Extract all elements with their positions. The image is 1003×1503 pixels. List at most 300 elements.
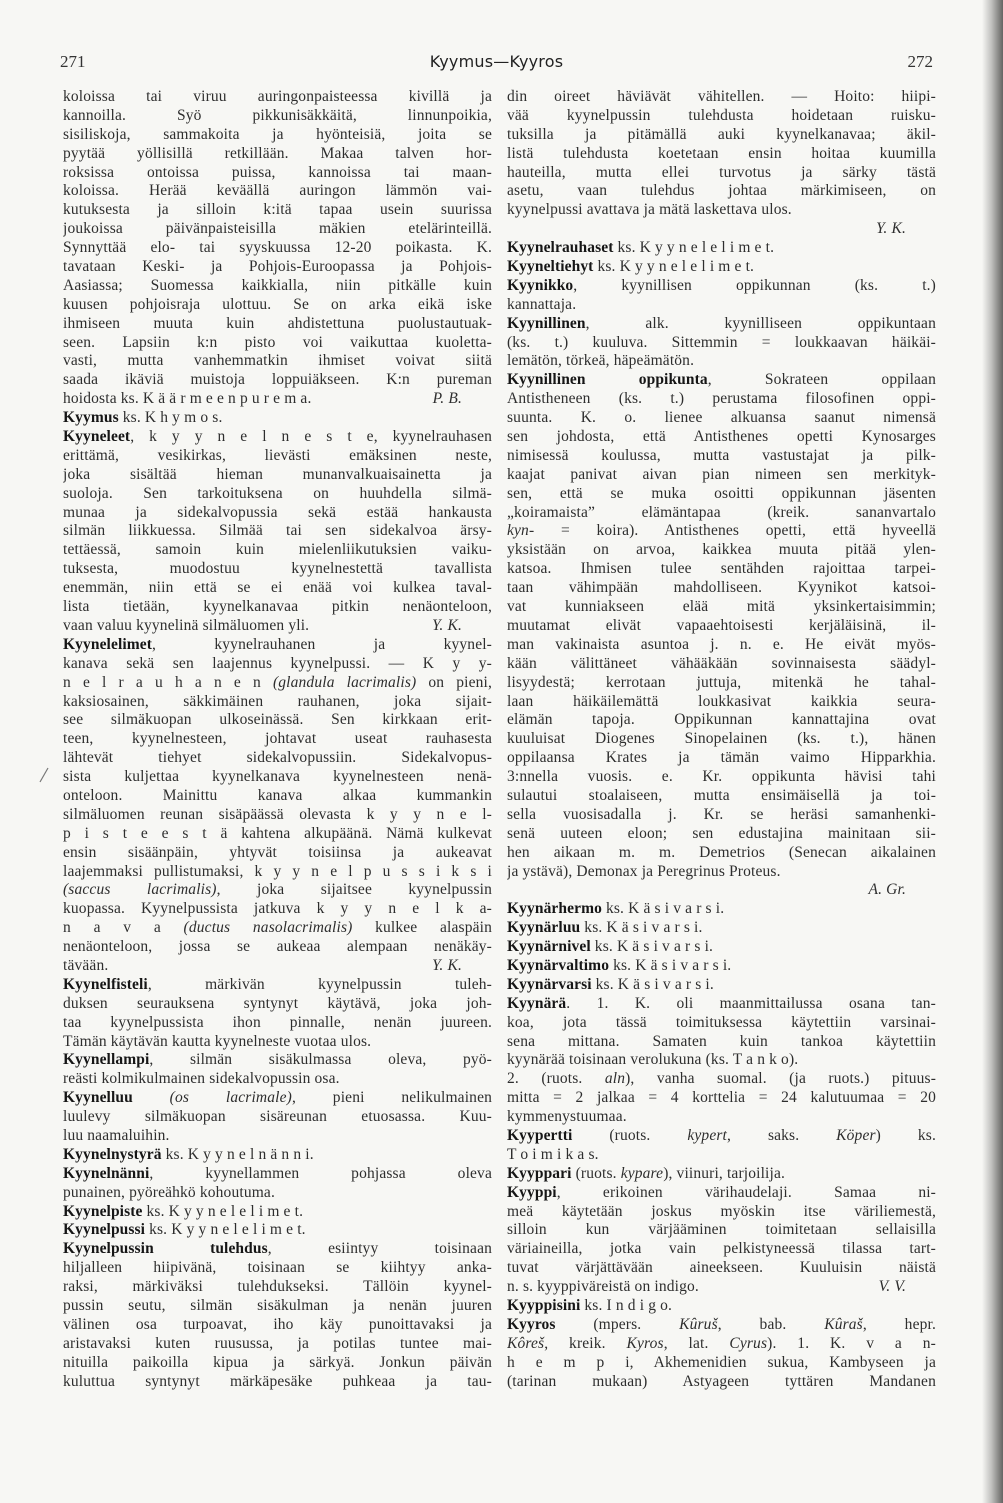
line-text: tavataan Keski- ja Pohjois-Euroopassa ja Pohjois- [63, 258, 492, 276]
text-line [507, 655, 936, 674]
line-text: see silmäkuopan ulkoseinässä. Sen kirkkaan erit- [63, 711, 492, 729]
text-line [507, 1221, 936, 1240]
line-text: punainen, pyöreähkö kohoutuma. [63, 1183, 275, 1201]
line-text: nituilla paikoilla kipua ja särkyä. Jonkun päivän [63, 1353, 492, 1371]
italic-term: (glandula lacrimalis) [272, 673, 417, 691]
headword: Kyynelfisteli [63, 975, 148, 993]
line-text: din oireet häviävät vähitellen. — Hoito: hiipi- [507, 88, 936, 105]
text-line [63, 863, 492, 882]
text-line [63, 995, 492, 1014]
headword: Kyypertti [507, 1126, 573, 1144]
text-line [63, 825, 492, 844]
text-line [507, 825, 936, 844]
text-line [507, 334, 936, 353]
line-text: sista kuljettaa kyynelkanava kyynelnesteen nenä- [63, 768, 492, 786]
line-text: joukoissa päivänpaisteisilla mäkien etelärinteillä. [63, 220, 492, 238]
text-line [63, 1089, 492, 1108]
text-line [63, 522, 492, 541]
page-number-right: 272 [907, 52, 933, 71]
line-text: luu naamaluihin. [63, 1126, 170, 1144]
text-line [507, 674, 936, 693]
line-text: kanava sekä sen laajennus kyynelpussi. — K y y- [63, 654, 492, 672]
text-line [63, 1051, 492, 1070]
line-text: suunta. K. o. lienee alkuansa saanut nimensä [507, 409, 936, 427]
line-text: Kyynärhermo ks. K ä s i v a r s i. [507, 900, 725, 918]
line-text: Kôreš, kreik. Kyros, lat. Cyrus). 1. K. v a n- [507, 1334, 936, 1352]
text-line [507, 485, 936, 504]
line-text: lista tietään, kyynelkanavaa pitkin nenäonteloon, [63, 598, 492, 616]
text-line [63, 1070, 492, 1089]
text-line [63, 674, 492, 693]
line-text: vasti, mutta vanhemmatkin ihmiset voivat siitä [63, 352, 492, 370]
text-line [63, 844, 492, 863]
text-line [63, 1335, 492, 1354]
line-text: Tämän käytävän kautta kyynelneste vuotaa ulos. [63, 1032, 372, 1050]
line-text: man vakinaista asuntoa j. n. e. He eivät myös- [507, 635, 936, 653]
text-line [63, 1259, 492, 1278]
text-line [63, 938, 492, 957]
text-line [507, 371, 936, 390]
line-text: kään välittäneet vähääkään sovinnaisesta säädyl- [507, 654, 936, 672]
text-line [63, 655, 492, 674]
text-line [507, 1089, 936, 1108]
headword: Kyynelnänni [63, 1164, 150, 1182]
page-title: Kyymus—Kyyros [429, 52, 564, 71]
line-text: hoidosta ks. K ä ä r m e e n p u r e m a. [63, 390, 312, 408]
line-text: silmän liikkuessa. Silmää tai sen sidekalvoa ärsy- [63, 522, 492, 540]
text-line [507, 806, 936, 825]
line-text: Kyymus ks. K h y m o s. [63, 409, 223, 427]
line-text: taan vähimpään mahdolliseen. Kyynikot katsoi- [507, 579, 936, 597]
text-line [507, 636, 936, 655]
text-line [63, 768, 492, 787]
text-line [507, 881, 936, 900]
headword: Kyymus [63, 409, 119, 427]
left-column [63, 88, 492, 1391]
text-line [507, 466, 936, 485]
line-text: Kyynärä. 1. K. oli maanmittailussa osana tan- [507, 994, 936, 1012]
right-column [507, 88, 936, 1391]
text-line [63, 428, 492, 447]
line-text: Kyynellampi, silmän sisäkulmassa oleva, pyö- [63, 1051, 492, 1069]
text-line [507, 768, 936, 787]
line-text: kannoilla. Syö pikkunisäkkäitä, linnunpoikia, [63, 106, 492, 124]
text-line [63, 579, 492, 598]
text-line [63, 1316, 492, 1335]
text-line [63, 636, 492, 655]
line-text: kuluttua syntynyt märkäpesäke puhkeaa ja tau- [63, 1372, 492, 1390]
text-line [507, 1373, 936, 1392]
headword: Kyyppisini [507, 1297, 581, 1314]
text-line [507, 1108, 936, 1127]
text-line [507, 1354, 936, 1373]
text-line [507, 900, 936, 919]
text-line [507, 1297, 936, 1316]
text-line [507, 541, 936, 560]
text-line [507, 1033, 936, 1052]
text-line [507, 277, 936, 296]
line-text: lähtevät tiehyet sidekalvopussiin. Sidekalvopus- [63, 749, 492, 767]
text-line [507, 579, 936, 598]
line-text: vää kyynelpussin tulehdusta hoidetaan ruisku- [507, 106, 936, 124]
headword: Kyyros [507, 1315, 556, 1333]
line-text: vaan valuu kyynelinä silmäluomen yli. [63, 616, 310, 634]
line-text: Kyynärvarsi ks. K ä s i v a r s i. [507, 975, 714, 993]
line-text: ihmiseen muuta kuin ahdistettuna puolustautuak- [63, 314, 492, 332]
headword: Kyynillinen [507, 314, 586, 332]
text-line [507, 296, 936, 315]
line-text: sella vuosisadalla j. Kr. se heräsi samanhenki- [507, 805, 936, 823]
line-text: oppilaansa Krates ja tämän vaimo Hipparkhia. [507, 749, 936, 767]
line-text: n e l r a u h a n e n (glandula lacrimalis) on pieni, [63, 673, 492, 691]
text-line [63, 957, 492, 976]
headword: Kyynelpiste [63, 1202, 143, 1220]
text-line [507, 938, 936, 957]
text-line [63, 1278, 492, 1297]
line-text: Kyynillinen, alk. kyynilliseen oppikuntaan [507, 314, 936, 332]
text-line [63, 560, 492, 579]
line-text: p i s t e e s t ä kahtena alkupäänä. Nämä kulkevat [63, 824, 492, 842]
line-text: kyynelpussi avattava ja mätä laskettava ulos. [507, 201, 792, 219]
italic-term: Kyros [626, 1334, 664, 1352]
line-text: (tarinan mukaan) Astyageen tyttären Mandanen [507, 1372, 936, 1390]
line-text: (ks. t.) kuuluva. Sittemmin = loukkaavan häikäi- [507, 333, 936, 351]
text-line [63, 145, 492, 164]
text-line [63, 88, 492, 107]
line-text: hiljalleen hiipivänä, toisinaan se kiihtyy anka- [63, 1259, 492, 1277]
text-line [507, 201, 936, 220]
text-line [63, 881, 492, 900]
text-line [63, 334, 492, 353]
line-text: Kyynärluu ks. K ä s i v a r s i. [507, 919, 703, 937]
line-text: kuusen pohjoisraja ulottuu. Se on arka eikä iske [63, 295, 492, 313]
line-text: reästi kolmikulmainen sidekalvopussin osa. [63, 1070, 340, 1088]
line-text: Kyyros (mpers. Kûruš, bab. Kûraš, hepr. [507, 1315, 936, 1333]
line-text: 2. (ruots. aln), vanha suomal. (ja ruots.) pituus- [507, 1070, 936, 1088]
line-text: h e m p i, Akhemenidien sukua, Kambyseen ja [507, 1353, 936, 1371]
text-line [63, 1203, 492, 1222]
line-text: saada ikäviä muistoja loppuiäkseen. K:n pureman [63, 371, 492, 389]
line-text: lisyydestä; kerrotaan juttuja, mitenkä he tahal- [507, 673, 936, 691]
line-text: yksistään on arvoa, kaikkea muuta pitää ylen- [507, 541, 936, 559]
line-text: Kyynelrauhaset ks. K y y n e l e l i m e t. [507, 239, 775, 257]
text-line [63, 598, 492, 617]
text-line [507, 957, 936, 976]
line-text: „koiramaista” elämäntapaa (kreik. sananvartalo [507, 503, 936, 521]
text-line [63, 258, 492, 277]
text-line [63, 409, 492, 428]
italic-term: kypert [687, 1126, 728, 1144]
text-line [507, 617, 936, 636]
line-text: kannattaja. [507, 295, 577, 313]
headword: Kyynärvaltimo [507, 956, 610, 974]
text-line [63, 1146, 492, 1165]
text-line [63, 730, 492, 749]
text-line [63, 1240, 492, 1259]
text-line [507, 1127, 936, 1146]
line-text: n a v a (ductus nasolacrimalis) kulkee alaspäin [63, 919, 492, 937]
line-text: hen aikaan m. m. Demetrios (Senecan aikalainen [507, 843, 936, 861]
text-line [507, 787, 936, 806]
text-line [63, 390, 492, 409]
text-line [63, 787, 492, 806]
text-line [507, 1203, 936, 1222]
text-line [507, 1259, 936, 1278]
line-text: elämän tapoja. Oppikunnan kannattajina ovat [507, 711, 936, 729]
text-line [507, 182, 936, 201]
text-line [507, 1184, 936, 1203]
line-text: tettäessä, samoin kuin mielenliikutuksien vaiku- [63, 541, 492, 559]
line-text: ensin sisäänpäin, yhtyvät toisiinsa ja aukeavat [63, 843, 492, 861]
italic-term: Kûraš [824, 1315, 863, 1333]
headword: Kyynikko [507, 276, 574, 294]
text-line [507, 352, 936, 371]
text-line [507, 409, 936, 428]
text-line [63, 220, 492, 239]
text-line [507, 504, 936, 523]
text-line [507, 126, 936, 145]
author-signature: P. B. [432, 390, 462, 408]
text-line [63, 447, 492, 466]
text-line [507, 749, 936, 768]
headword: Kyyneleet [63, 428, 131, 446]
line-text: laajemmaksi pullistumaksi, k y y n e l p u s s i k s i [63, 862, 492, 880]
headword: Kyynärvarsi [507, 975, 592, 993]
author-signature: Y. K. [876, 220, 906, 238]
line-text: sen johdosta, että Antisthenes opetti Kynosarges [507, 428, 936, 446]
line-text: duksen seurauksena syntynyt käytävä, joka joh- [63, 994, 492, 1012]
line-text: pyytää yöllisillä retkillään. Makaa talven hor- [63, 144, 492, 162]
text-line [63, 107, 492, 126]
line-text: Kyynikko, kyynillisen oppikunnan (ks. t.) [507, 276, 936, 294]
line-text: muutamat elivät vapaaehtoisesti kerjäläisinä, il- [507, 616, 936, 634]
line-text: Kyynärnivel ks. K ä s i v a r s i. [507, 938, 714, 956]
line-text: Kyypertti (ruots. kypert, saks. Köper) ks. [507, 1126, 936, 1144]
text-line [507, 1335, 936, 1354]
text-line [63, 919, 492, 938]
text-line [507, 730, 936, 749]
text-line [507, 693, 936, 712]
text-line [63, 126, 492, 145]
text-line [507, 164, 936, 183]
line-text: Kyynelpussin tulehdus, esiintyy toisinaan [63, 1240, 492, 1258]
text-line [63, 1033, 492, 1052]
text-line [63, 277, 492, 296]
text-line [507, 428, 936, 447]
line-text: roksissa ontoissa puissa, kannoissa tai maan- [63, 163, 492, 181]
text-line [507, 1146, 936, 1165]
margin-pencil-mark [38, 766, 50, 784]
line-text: sen, että se muka osoitti oppikunnan jäsenten [507, 484, 936, 502]
headword: Kyynärhermo [507, 900, 602, 918]
line-text: n. s. kyyppiväreistä on indigo. [507, 1278, 699, 1296]
italic-term: (os lacrimale) [169, 1089, 292, 1107]
line-text: Kyynelfisteli, märkivän kyynelpussin tuleh- [63, 975, 492, 993]
headword: Kyyppi [507, 1183, 557, 1201]
text-line [507, 239, 936, 258]
text-line [63, 900, 492, 919]
line-text: Kyyneleet, k y y n e l n e s t e, kyynelrauhasen [63, 428, 492, 446]
text-line [507, 560, 936, 579]
page-number-left: 271 [60, 52, 86, 71]
line-text: kuopassa. Kyynelpussista jatkuva k y y n e l k a- [63, 900, 492, 918]
text-line [63, 1184, 492, 1203]
text-line [63, 1373, 492, 1392]
text-line [507, 88, 936, 107]
scan-edge-shadow [982, 0, 1003, 1503]
text-line [507, 863, 936, 882]
text-line [507, 995, 936, 1014]
text-line [63, 1014, 492, 1033]
line-text: laan häikäilemättä loukkasivat kaikkia seura- [507, 692, 936, 710]
line-text: pussin seutu, silmän sisäkulman ja nenän juuren [63, 1297, 492, 1314]
line-text: Kyynelluu (os lacrimale), pieni nelikulmainen [63, 1089, 492, 1107]
text-line [507, 145, 936, 164]
headword: Kyynelelimet [63, 635, 153, 653]
text-line [507, 1278, 936, 1297]
line-text: Synnyttää elo- tai syyskuussa 12-20 poikasta. K. [63, 239, 492, 257]
text-line [507, 976, 936, 995]
running-header [60, 52, 933, 78]
italic-term: aln [604, 1070, 626, 1088]
line-text: vat kunniakseen elää mitä yksinkertaisimmin; [507, 598, 936, 616]
line-text: ja ystävä), Demonax ja Peregrinus Proteus. [507, 862, 781, 880]
line-text: tuvat värjättävään aineekseen. Kuuluisin näistä [507, 1259, 936, 1277]
line-text: kutuksesta ja silloin k:itä tapaa usein suurissa [63, 201, 492, 219]
line-text: katsoa. Ihmisen tulee sentähden rajoittaa tarpei- [507, 560, 936, 578]
headword: Kyynelrauhaset [507, 239, 614, 257]
author-signature: Y. K. [432, 616, 462, 634]
text-line [63, 976, 492, 995]
line-text: munaa ja sidekalvopussia sekä estää hankausta [63, 503, 492, 521]
text-line [63, 1165, 492, 1184]
line-text: listä tulehdusta koetetaan ensin hoitaa kuumilla [507, 144, 936, 162]
text-line [63, 485, 492, 504]
line-text: Kyynelpiste ks. K y y n e l e l i m e t. [63, 1202, 304, 1220]
author-signature: Y. K. [432, 956, 462, 974]
line-text: seen. Lapsiin k:n pisto voi vaikuttaa kuoletta- [63, 333, 492, 351]
line-text: väriaineilla, jotka vain pelkistyneessä tilassa tart- [507, 1240, 936, 1258]
author-signature: A. Gr. [868, 881, 906, 899]
line-text: Kyyppisini ks. I n d i g o. [507, 1297, 673, 1314]
headword: Kyynelnystyrä [63, 1145, 162, 1163]
text-line [63, 711, 492, 730]
line-text: raksi, märkiväksi tulehdukseksi. Tällöin kyynel- [63, 1278, 492, 1296]
text-line [63, 296, 492, 315]
italic-term: kypare [620, 1164, 664, 1182]
headword: Kyynärnivel [507, 938, 591, 956]
text-line [63, 1108, 492, 1127]
italic-term: Cyrus [729, 1334, 768, 1352]
line-text: sena mittana. Samaten kuin tankoa käytettiin [507, 1032, 936, 1050]
headword: Kyynelpussin tulehdus [63, 1240, 268, 1258]
text-line [507, 919, 936, 938]
text-line [63, 352, 492, 371]
headword: Kyynellampi [63, 1051, 150, 1069]
line-text: aristavaksi kuten ruusussa, ja potilas tuntee mai- [63, 1334, 492, 1352]
line-text: kyynärää toisinaan verolukuna (ks. T a n k o). [507, 1051, 799, 1069]
italic-term: kyn- [507, 522, 535, 540]
line-text: luulevy silmäkuopan sisäreunan etuosassa. Kuu- [63, 1108, 492, 1126]
line-text: kymmenystuumaa. [507, 1108, 627, 1126]
line-text: senä uuteen eloon; sen edustajina mainitaan sii- [507, 824, 936, 842]
text-line [507, 1070, 936, 1089]
line-text: Kyynelnystyrä ks. K y y n e l n ä n n i. [63, 1145, 314, 1163]
text-line [63, 541, 492, 560]
line-text: mitta = 2 jalkaa = 4 korttelia = 24 kalutuumaa = 20 [507, 1089, 936, 1107]
line-text: nenäonteloon, jossa se aukeaa alempaan nenäkäy- [63, 938, 492, 956]
line-text: koloissa. Herää keväällä auringon lämmön vai- [63, 182, 492, 200]
text-line [63, 806, 492, 825]
line-text: välinen osa turpoavat, iho käy punoittavaksi ja [63, 1315, 492, 1333]
text-line [507, 107, 936, 126]
line-text: Kyynelnänni, kyynellammen pohjassa oleva [63, 1164, 492, 1182]
line-text: meä käytetään joskus myöskin itse väriliemestä, [507, 1202, 936, 1220]
italic-term: Kôreš [507, 1334, 545, 1352]
text-line [63, 466, 492, 485]
headword: Kyynärä [507, 994, 567, 1012]
text-line [63, 239, 492, 258]
text-line [63, 504, 492, 523]
text-line [507, 447, 936, 466]
text-line [507, 598, 936, 617]
text-line [507, 1316, 936, 1335]
text-line [63, 1354, 492, 1373]
author-signature: V. V. [878, 1278, 906, 1296]
text-line [63, 201, 492, 220]
line-text: lemätön, törkeä, häpeämätön. [507, 352, 695, 370]
line-text: kaajat panivat aivan pian nimeen sen merkityk- [507, 465, 936, 483]
line-text: Kyyneltiehyt ks. K y y n e l e l i m e t. [507, 258, 755, 276]
text-line [507, 258, 936, 277]
italic-term: Köper [836, 1126, 876, 1144]
text-line [63, 1221, 492, 1240]
text-line [63, 182, 492, 201]
headword: Kyynillinen oppikunta [507, 371, 708, 389]
headword: Kyyneltiehyt [507, 258, 594, 276]
line-text: T o i m i k a s. [507, 1145, 599, 1163]
line-text: Kyyppari (ruots. kypare), viinuri, tarjoilija. [507, 1164, 786, 1182]
text-line [507, 390, 936, 409]
headword: Kyyppari [507, 1164, 572, 1182]
line-text: nimisessä koulussa, mutta vastustajat ja pilk- [507, 446, 936, 464]
line-text: hauteilla, mutta ellei turvotus ja särky tästä [507, 163, 936, 181]
line-text: Kyynelelimet, kyynelrauhanen ja kyynel- [63, 635, 492, 653]
text-line [507, 1051, 936, 1070]
line-text: taa kyynelpussista ihon pinnalle, nenän juureen. [63, 1013, 492, 1031]
line-text: Kyynärvaltimo ks. K ä s i v a r s i. [507, 956, 732, 974]
line-text: Antistheneen (ks. t.) perustama filosofinen oppi- [507, 390, 936, 408]
italic-term: Kûruš [679, 1315, 718, 1333]
line-text: Aasiassa; Suomessa kaikkialla, niin pitkälle kuin [63, 276, 492, 294]
text-line [507, 1165, 936, 1184]
line-text: kyn- = koira). Antisthenes opetti, että hyveellä [507, 522, 936, 540]
line-text: kuuluisat Diogenes Sinopelainen (ks. t.), hänen [507, 730, 936, 748]
text-line [63, 617, 492, 636]
headword: Kyynelpussi [63, 1221, 146, 1239]
text-line [507, 220, 936, 239]
line-text: asetu, vaan tulehdus johtaa märkimiseen, on [507, 182, 936, 200]
line-text: 3:nnella vuosis. e. Kr. oppikunta hävisi tahi [507, 768, 936, 786]
line-text: tävään. [63, 956, 109, 974]
text-line [507, 1240, 936, 1259]
line-text: suoloja. Sen tarkoituksena on huuhdella silmä- [63, 484, 492, 502]
line-text: kaksiosainen, säkkimäinen rauhanen, joka sijait- [63, 692, 492, 710]
line-text: Kyyppi, erikoinen värihaudelaji. Samaa ni- [507, 1183, 936, 1201]
line-text: silmäluomen reunan sisäpäässä olevasta k y y n e l- [63, 805, 492, 823]
line-text: tuksilla ja pitämällä auki kyynelkanavaa; äkil- [507, 125, 936, 143]
text-line [63, 693, 492, 712]
